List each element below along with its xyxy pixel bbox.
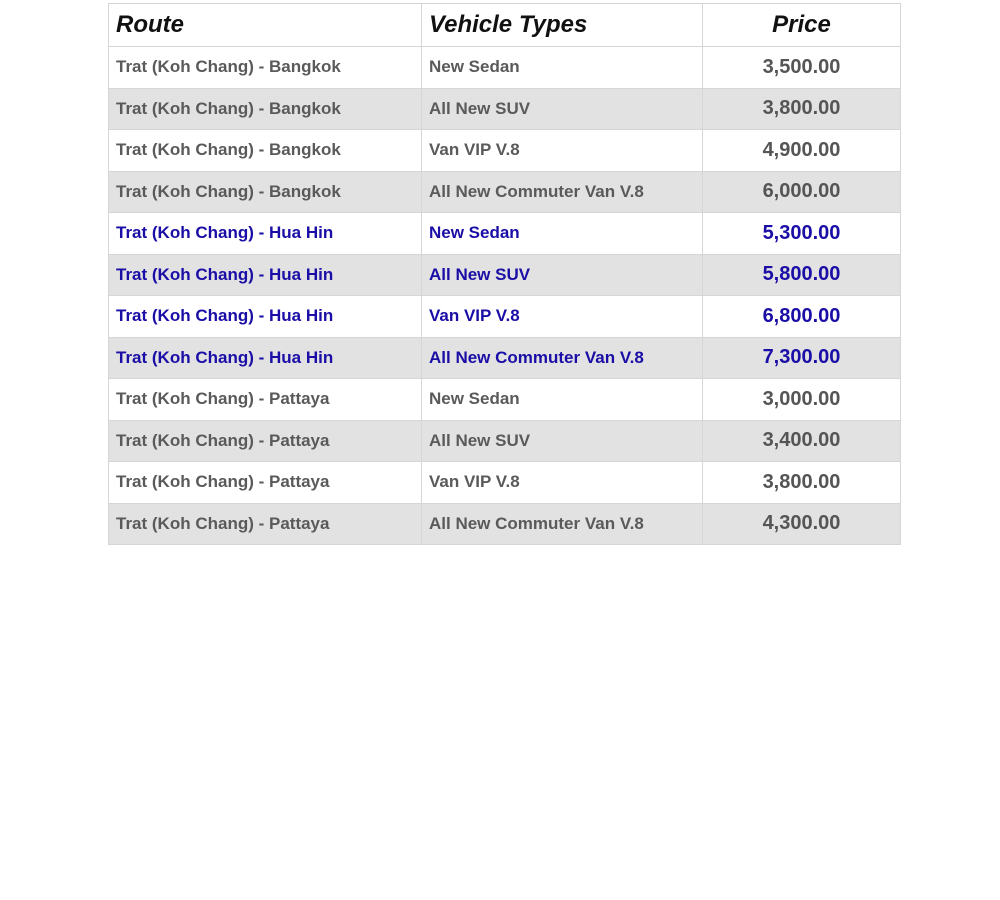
route-cell: Trat (Koh Chang) - Bangkok (109, 130, 422, 172)
price-cell: 3,500.00 (703, 47, 901, 89)
price-cell: 3,800.00 (703, 462, 901, 504)
table-row (109, 171, 901, 213)
route-cell: Trat (Koh Chang) - Pattaya (109, 420, 422, 462)
price-cell: 6,800.00 (703, 296, 901, 338)
table-row (109, 213, 901, 255)
table-row (109, 503, 901, 545)
table-row (109, 88, 901, 130)
vehicle-cell: All New Commuter Van V.8 (422, 171, 703, 213)
price-cell: 7,300.00 (703, 337, 901, 379)
price-cell: 3,800.00 (703, 88, 901, 130)
vehicle-cell: All New SUV (422, 420, 703, 462)
route-cell: Trat (Koh Chang) - Hua Hin (109, 213, 422, 255)
route-cell: Trat (Koh Chang) - Bangkok (109, 171, 422, 213)
route-cell: Trat (Koh Chang) - Pattaya (109, 462, 422, 504)
route-cell: Trat (Koh Chang) - Pattaya (109, 503, 422, 545)
vehicle-cell: Van VIP V.8 (422, 296, 703, 338)
price-cell: 3,400.00 (703, 420, 901, 462)
table-header-row (109, 4, 901, 47)
route-cell: Trat (Koh Chang) - Hua Hin (109, 296, 422, 338)
vehicle-cell: Van VIP V.8 (422, 462, 703, 504)
price-cell: 4,900.00 (703, 130, 901, 172)
price-cell: 5,800.00 (703, 254, 901, 296)
price-column-header: Price (703, 4, 901, 47)
vehicle-cell: All New Commuter Van V.8 (422, 503, 703, 545)
route-cell: Trat (Koh Chang) - Pattaya (109, 379, 422, 421)
vehicle-cell: All New SUV (422, 254, 703, 296)
table-row (109, 254, 901, 296)
route-cell: Trat (Koh Chang) - Hua Hin (109, 337, 422, 379)
vehicle-cell: All New Commuter Van V.8 (422, 337, 703, 379)
route-cell: Trat (Koh Chang) - Hua Hin (109, 254, 422, 296)
vehicle-cell: New Sedan (422, 47, 703, 89)
route-cell: Trat (Koh Chang) - Bangkok (109, 88, 422, 130)
table-row (109, 47, 901, 89)
vehicle-cell: Van VIP V.8 (422, 130, 703, 172)
price-cell: 5,300.00 (703, 213, 901, 255)
table-row (109, 379, 901, 421)
price-table (108, 3, 901, 545)
table-row (109, 420, 901, 462)
table-row (109, 462, 901, 504)
price-cell: 3,000.00 (703, 379, 901, 421)
price-cell: 6,000.00 (703, 171, 901, 213)
table-row (109, 337, 901, 379)
price-table-container (108, 3, 900, 545)
table-row (109, 130, 901, 172)
vehicle-cell: New Sedan (422, 379, 703, 421)
vehicle-cell: All New SUV (422, 88, 703, 130)
vehicle-types-column-header: Vehicle Types (422, 4, 703, 47)
price-cell: 4,300.00 (703, 503, 901, 545)
route-cell: Trat (Koh Chang) - Bangkok (109, 47, 422, 89)
table-row (109, 296, 901, 338)
route-column-header: Route (109, 4, 422, 47)
vehicle-cell: New Sedan (422, 213, 703, 255)
